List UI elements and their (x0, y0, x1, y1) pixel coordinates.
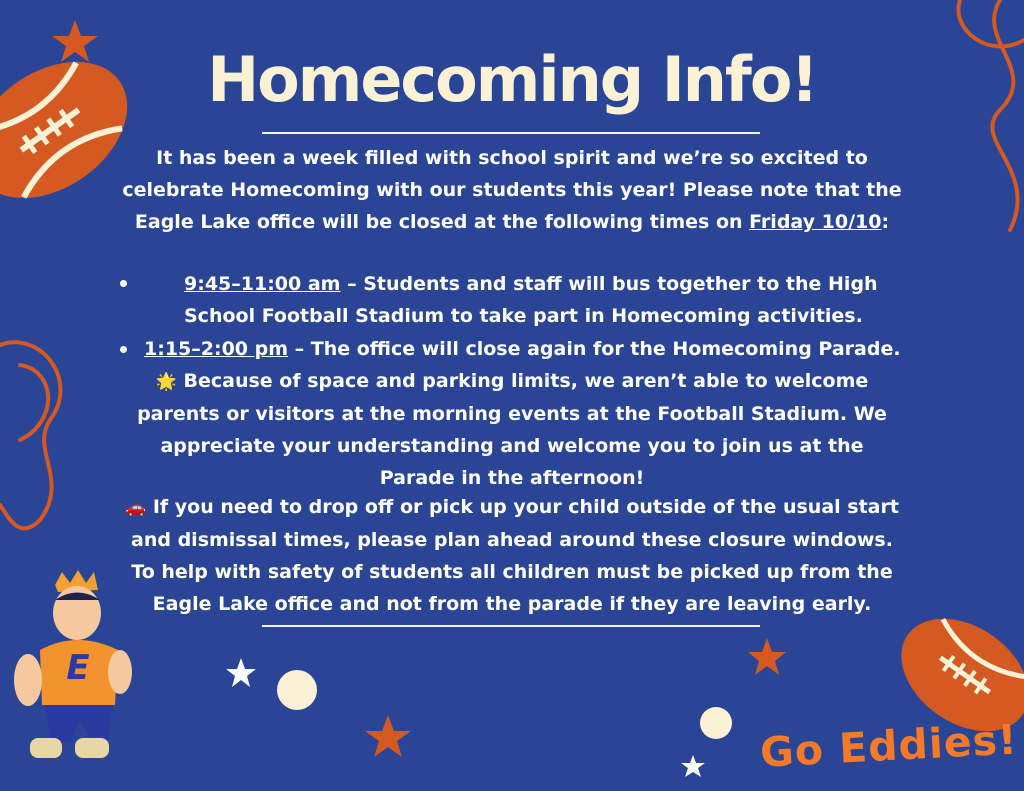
notice-text: If you need to drop off or pick up your child outside of the usual start (146, 496, 899, 518)
notice-line: Eagle Lake office and not from the parade if they are leaving early. (152, 593, 872, 615)
intro-line (0, 206, 1024, 238)
bullet-dot (120, 346, 127, 353)
bullet-text: – The office will close again for the Homecoming Parade. (288, 338, 901, 360)
mascot-letter: E (66, 648, 90, 688)
bullet-item (144, 333, 901, 365)
notice-text: Because of space and parking limits, we aren’t able to welcome (176, 370, 869, 392)
notice-line: To help with safety of students all children must be picked up from the (131, 561, 893, 583)
decorative-dot (700, 707, 732, 739)
notice-line: appreciate your understanding and welcome you to join us at the (160, 435, 864, 457)
divider (262, 625, 760, 627)
intro-paragraph (0, 142, 1024, 238)
divider (262, 132, 760, 134)
page-title: Homecoming Info! (207, 43, 817, 116)
notice-line: parents or visitors at the morning events at the Football Stadium. We (137, 403, 887, 425)
intro-line: celebrate Homecoming with our students this year! Please note that the (122, 179, 902, 201)
notice-line: and dismissal times, please plan ahead around these closure windows. (131, 529, 893, 551)
intro-text: Eagle Lake office will be closed at the following times on (134, 211, 750, 233)
parking-notice (0, 365, 1024, 494)
go-eddies-footer: Go Eddies! (758, 715, 1019, 777)
bullet-dot (120, 280, 127, 287)
star-emoji-icon: 🌟 (155, 372, 177, 392)
notice-line (0, 365, 1024, 398)
closure-date: Friday 10/10 (749, 211, 882, 233)
bullet-text-continued: School Football Stadium to take part in Homecoming activities. (184, 305, 863, 327)
bullet-time: 9:45–11:00 am (184, 273, 341, 295)
bullet-item (184, 268, 878, 300)
bullet-text: – Students and staff will bus together to the High (340, 273, 878, 295)
car-emoji-icon: 🚗 (125, 498, 147, 518)
pickup-notice (0, 491, 1024, 620)
notice-line: Parade in the afternoon! (379, 467, 645, 489)
bullet-time: 1:15–2:00 pm (144, 338, 289, 360)
notice-line (0, 491, 1024, 524)
decorative-dot (277, 670, 317, 710)
intro-text: : (881, 211, 890, 233)
intro-line: It has been a week filled with school spirit and we’re so excited to (156, 147, 868, 169)
